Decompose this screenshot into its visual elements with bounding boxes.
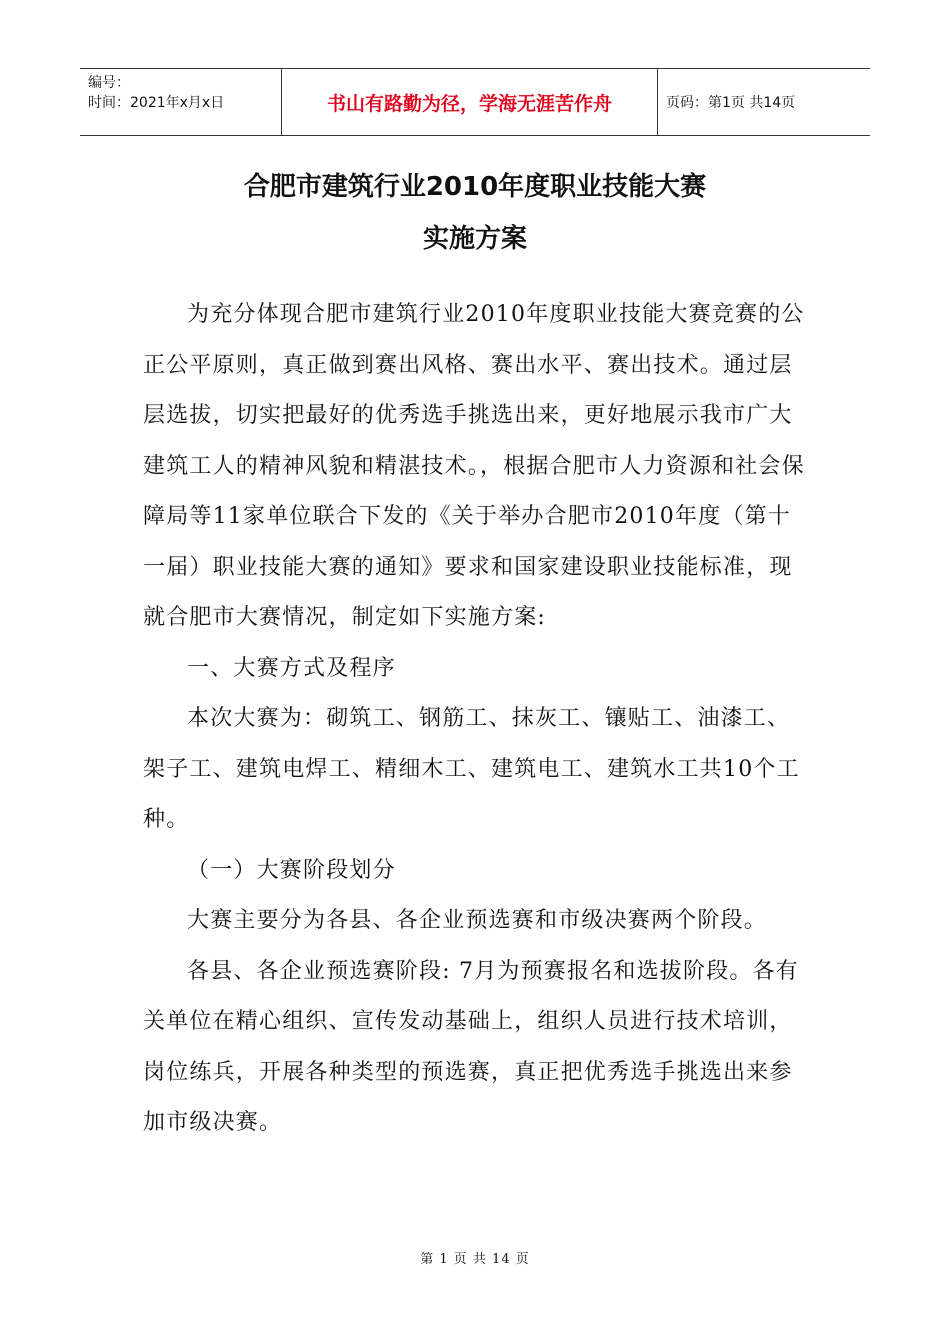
document-title-line2: 实施方案 bbox=[422, 224, 527, 254]
document-body bbox=[143, 290, 813, 1149]
paragraph-preliminary: 各县、各企业预选赛阶段: 7月为预赛报名和选拔阶段。各有关单位在精心组织、宣传发动基础上，组织人员进行技术培训，岗位练兵，开展各种类型的预选赛，真正把优秀选手挑选出来参加市级决赛。 bbox=[143, 958, 800, 1135]
document-title-line1: 合肥市建筑行业2010年度职业技能大赛 bbox=[243, 172, 707, 202]
section-heading-1: 一、大赛方式及程序 bbox=[187, 655, 396, 681]
header-motto: 书山有路勤为径，学海无涯苦作舟 bbox=[282, 69, 658, 135]
header-page-info: 页码：第1页 共14页 bbox=[666, 95, 796, 111]
number-label: 编号： bbox=[88, 75, 130, 91]
paragraph-stages: 大赛主要分为各县、各企业预选赛和市级决赛两个阶段。 bbox=[187, 908, 768, 933]
page-header bbox=[80, 68, 870, 136]
header-meta bbox=[80, 69, 282, 135]
page-footer: 第 1 页 共 14 页 bbox=[420, 1252, 530, 1267]
subsection-heading-1: （一）大赛阶段划分 bbox=[187, 857, 396, 883]
time-label: 时间：2021年x月x日 bbox=[88, 95, 225, 111]
paragraph-intro: 为充分体现合肥市建筑行业2010年度职业技能大赛竞赛的公正公平原则，真正做到赛出风格、赛出水平、赛出技术。通过层层选拔，切实把最好的优秀选手挑选出来，更好地展示我市广大建筑工人的精神风貌和精湛技术。，根据合肥市人力资源和社会保障局等11家单位联合下发的《关于举办合肥市2010年度（第十一届）职业技能大赛的通知》要求和国家建设职业技能标准，现就合肥市大赛情况，制定如下实施方案: bbox=[143, 302, 805, 630]
paragraph-trades: 本次大赛为：砌筑工、钢筋工、抹灰工、镶贴工、油漆工、架子工、建筑电焊工、精细木工、建筑电工、建筑水工共10个工种。 bbox=[143, 706, 800, 832]
